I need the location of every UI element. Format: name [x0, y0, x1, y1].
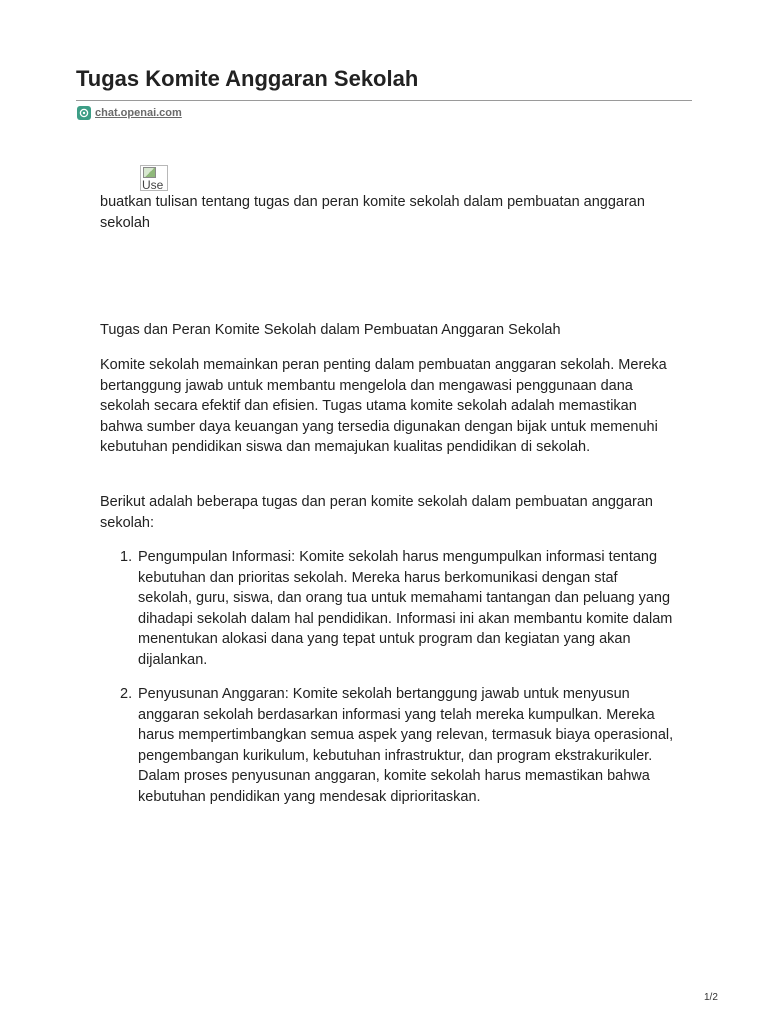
list-item-number: 1. [120, 549, 133, 565]
list-item [100, 684, 675, 807]
page-title: Tugas Komite Anggaran Sekolah [76, 66, 419, 91]
broken-image-icon [143, 167, 156, 178]
user-avatar-image [140, 165, 168, 191]
page-number: 1/2 [704, 992, 718, 1003]
source-attribution [77, 106, 182, 120]
list-item [100, 547, 675, 670]
response-intro: Komite sekolah memainkan peran penting dalam pembuatan anggaran sekolah. Mereka bertanggung jawab untuk membantu mengelola dan mengawasi penggunaan dana sekolah secara efektif dan efisien. Tugas utama komite sekolah adalah memastikan bahwa sumber daya keuangan yang tersedia digunakan dengan bijak untuk memenuhi kebutuhan pendidikan siswa dan memajukan kualitas pendidikan di sekolah. [100, 357, 667, 455]
openai-logo-icon [77, 106, 91, 120]
task-list [100, 547, 675, 821]
list-item-number: 2. [120, 686, 133, 702]
title-divider [76, 100, 692, 101]
list-item-text: Penyusunan Anggaran: Komite sekolah bertanggung jawab untuk menyusun anggaran sekolah berdasarkan informasi yang telah mereka kumpulkan. Mereka harus mempertimbangkan semua aspek yang relevan, termasuk biaya operasional, pengembangan kurikulum, kebutuhan infrastruktur, dan program ekstrakurikuler. Dalam proses penyusunan anggaran, komite sekolah harus memastikan bahwa kebutuhan pendidikan yang mendesak diprioritaskan. [138, 686, 674, 805]
list-item-text: Pengumpulan Informasi: Komite sekolah harus mengumpulkan informasi tentang kebutuhan dan prioritas sekolah. Mereka harus berkomunikasi dengan staf sekolah, guru, siswa, dan orang tua untuk memahami tantangan dan peluang yang dihadapi sekolah dalam hal pendidikan. Informasi ini akan membantu komite dalam menentukan alokasi dana yang tepat untuk program dan kegiatan yang akan dijalankan. [138, 549, 673, 668]
response-heading: Tugas dan Peran Komite Sekolah dalam Pembuatan Anggaran Sekolah [100, 322, 561, 338]
user-prompt: buatkan tulisan tentang tugas dan peran komite sekolah dalam pembuatan anggaran sekolah [100, 194, 645, 231]
source-link[interactable]: chat.openai.com [95, 107, 182, 119]
avatar-alt-text: Use [142, 178, 164, 191]
list-intro: Berikut adalah beberapa tugas dan peran komite sekolah dalam pembuatan anggaran sekolah: [100, 494, 653, 531]
